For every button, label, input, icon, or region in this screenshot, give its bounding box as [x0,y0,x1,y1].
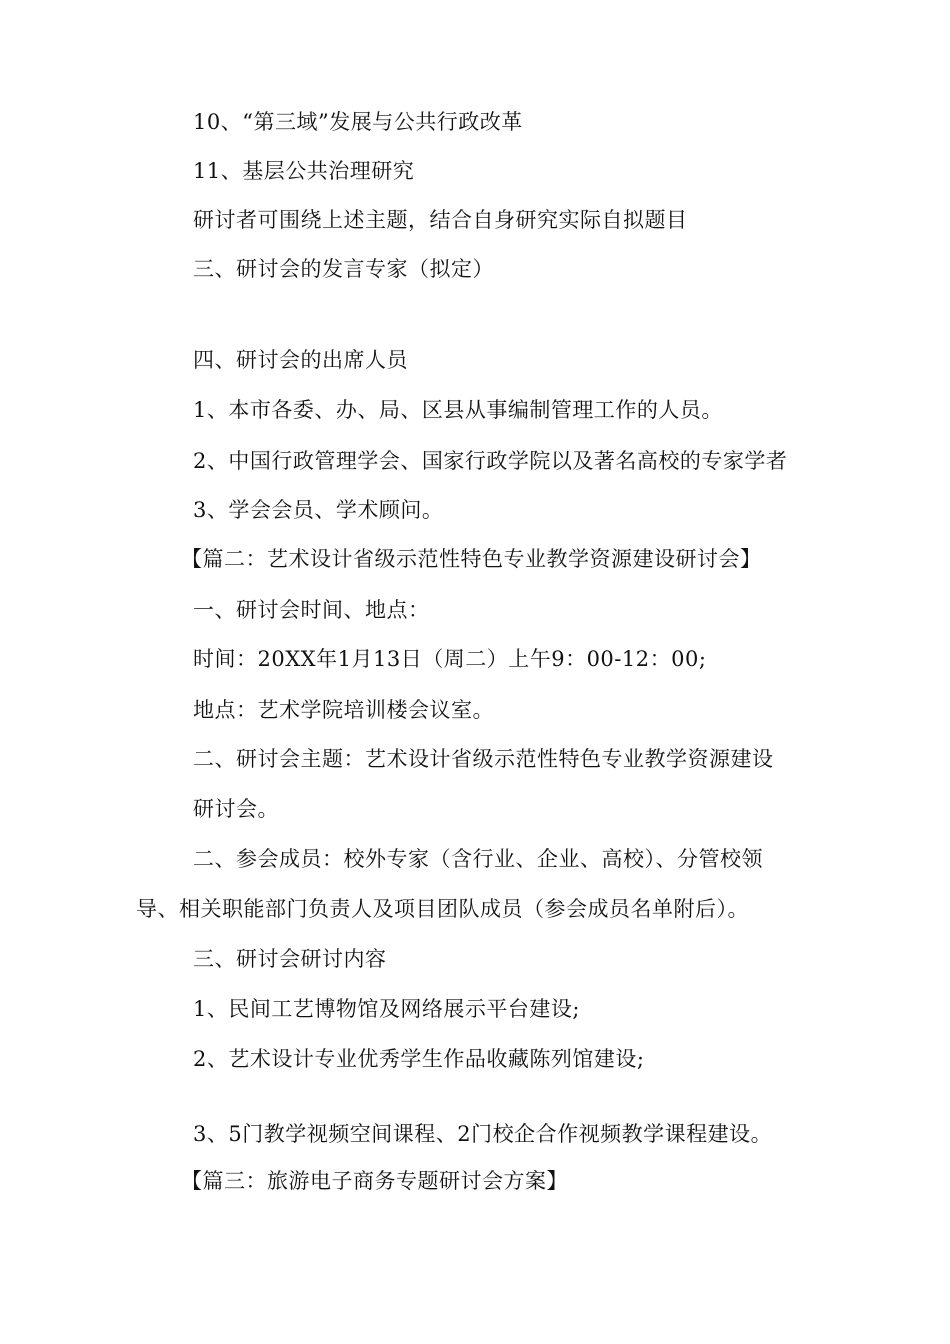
paragraph: 导、相关职能部门负责人及项目团队成员（参会成员名单附后）。 [136,897,749,921]
list-item: 3、学会会员、学术顾问。 [193,498,444,522]
list-item: 1、民间工艺博物馆及网络展示平台建设; [193,997,580,1021]
paragraph: 时间：20XX年1月13日（周二）上午9：00-12：00; [193,647,707,671]
list-item: 2、中国行政管理学会、国家行政学院以及著名高校的专家学者 [193,449,788,473]
chapter-title: 【篇三：旅游电子商务专题研讨会方案】 [181,1169,568,1193]
list-item: 3、5门教学视频空间课程、2门校企合作视频教学课程建设。 [193,1122,773,1146]
section-heading: 一、研讨会时间、地点： [193,598,430,622]
list-item: 11、基层公共治理研究 [193,159,415,183]
section-heading: 二、研讨会主题：艺术设计省级示范性特色专业教学资源建设 [193,747,774,771]
paragraph: 研讨者可围绕上述主题，结合自身研究实际自拟题目 [193,208,688,232]
list-item: 2、艺术设计专业优秀学生作品收藏陈列馆建设; [193,1047,645,1071]
section-heading: 三、研讨会的发言专家（拟定） [193,257,494,281]
list-item: 1、本市各委、办、局、区县从事编制管理工作的人员。 [193,398,723,422]
chapter-title: 【篇二：艺术设计省级示范性特色专业教学资源建设研讨会】 [181,547,762,571]
section-heading: 四、研讨会的出席人员 [193,348,408,372]
section-heading: 二、参会成员：校外专家（含行业、企业、高校）、分管校领 [193,847,763,871]
paragraph: 地点：艺术学院培训楼会议室。 [193,698,494,722]
section-heading: 三、研讨会研讨内容 [193,947,387,971]
list-item: 10、“第三域”发展与公共行政改革 [193,110,523,134]
paragraph: 研讨会。 [193,797,279,821]
